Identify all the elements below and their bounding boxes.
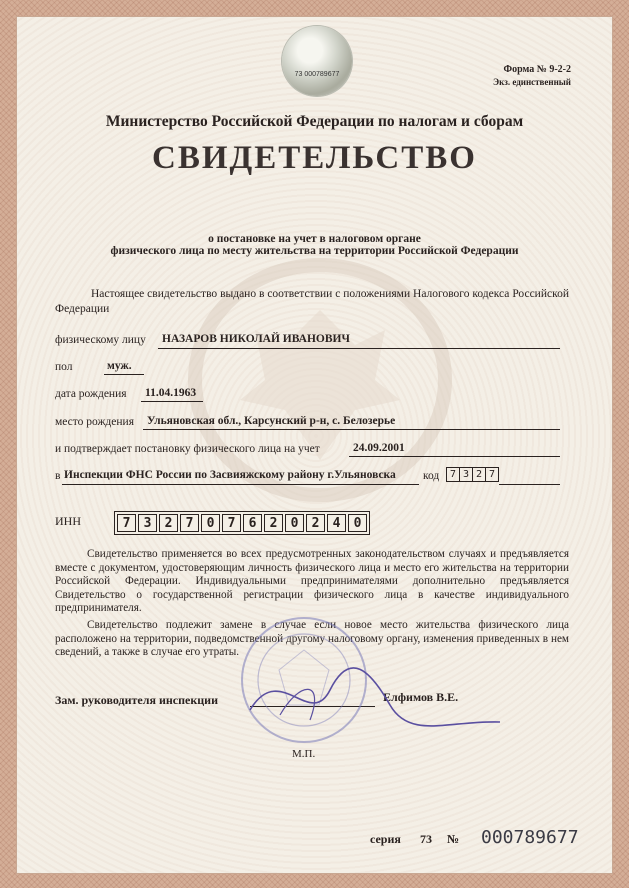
inn-digit: 3 xyxy=(138,514,157,532)
code-label: код xyxy=(423,470,440,482)
inn-digit: 0 xyxy=(348,514,367,532)
sex-value: муж. xyxy=(107,360,132,372)
registration-date: 24.09.2001 xyxy=(353,442,405,454)
inn-digit: 0 xyxy=(285,514,304,532)
inn-digit: 6 xyxy=(243,514,262,532)
handwritten-signature xyxy=(240,650,510,740)
birthplace-label: место рождения xyxy=(55,416,134,428)
number-sign: № xyxy=(447,832,460,846)
body-paragraph-1: Свидетельство применяется во всех предусмотренных законодательством случаях и предъявляется вместе с документом, удостоверяющим личность физического лица и место его жительства на территории Российской Федерации. Индивидуальными предпринимателями дополнительно предъявляется Свидетельство о государственной регистрации физического лица в качестве индивидуального предпринимателя. xyxy=(55,548,569,614)
body-paragraph-2: Свидетельство подлежит замене в случае если новое место жительства физического лица расположено на территории, подведомственной другому налоговому органу, изменения приведенных в нем сведений, а также в случае его утраты. xyxy=(55,619,569,658)
hologram-seal xyxy=(282,26,352,96)
sex-label: пол xyxy=(55,361,73,373)
registration-underline xyxy=(349,456,560,457)
code-underline xyxy=(499,484,560,485)
inn-digit: 7 xyxy=(117,514,136,532)
seal-place-label: М.П. xyxy=(292,748,316,760)
form-number: Форма № 9-2-2 xyxy=(503,64,571,75)
serial-number: 000789677 xyxy=(481,827,579,848)
code-digit: 2 xyxy=(473,468,486,481)
sex-underline xyxy=(104,374,144,375)
issuer-ministry: Министерство Российской Федерации по налогам и сборам xyxy=(105,113,524,130)
birthplace-underline xyxy=(143,429,560,430)
person-underline xyxy=(158,348,560,349)
inn-digit: 0 xyxy=(201,514,220,532)
inn-boxes xyxy=(114,511,370,535)
inn-digit: 2 xyxy=(264,514,283,532)
inspection-prefix: в xyxy=(55,470,61,482)
inspection-underline xyxy=(62,484,419,485)
inn-digit: 2 xyxy=(306,514,325,532)
intro-paragraph: Настоящее свидетельство выдано в соответствии с положениями Налогового кодекса Российской Федерации xyxy=(55,288,569,315)
person-name: НАЗАРОВ НИКОЛАЙ ИВАНОВИЧ xyxy=(162,333,350,345)
subtitle-line-1: о постановке на учет в налоговом органе xyxy=(208,233,421,245)
inn-digit: 2 xyxy=(159,514,178,532)
code-digit: 7 xyxy=(447,468,460,481)
inspection-value: Инспекции ФНС России по Засвияжскому району г.Ульяновска xyxy=(64,469,396,481)
inn-label: ИНН xyxy=(55,514,81,528)
inn-digit: 7 xyxy=(180,514,199,532)
birthdate-underline xyxy=(141,401,203,402)
hologram-number: 73 000789677 xyxy=(294,71,340,78)
person-label: физическому лицу xyxy=(55,334,146,346)
inn-digit: 4 xyxy=(327,514,346,532)
code-digit: 3 xyxy=(460,468,473,481)
subtitle-line-2: физического лица по месту жительства на территории Российской Федерации xyxy=(110,245,519,257)
birthdate-value: 11.04.1963 xyxy=(145,387,197,399)
registration-label: и подтверждает постановку физического лица на учет xyxy=(55,443,320,455)
signatory-name: Елфимов В.Е. xyxy=(383,690,459,704)
inspection-code xyxy=(446,467,499,482)
inn-digit: 7 xyxy=(222,514,241,532)
series-label: серия xyxy=(370,832,401,846)
copy-note: Экз. единственный xyxy=(493,77,571,87)
signatory-position: Зам. руководителя инспекции xyxy=(55,693,219,707)
birthplace-value: Ульяновская обл., Карсунский р-н, с. Белозерье xyxy=(147,415,396,427)
document-title: СВИДЕТЕЛЬСТВО xyxy=(152,140,477,176)
code-digit: 7 xyxy=(488,469,496,480)
birthdate-label: дата рождения xyxy=(55,388,127,400)
series-value: 73 xyxy=(420,832,432,846)
